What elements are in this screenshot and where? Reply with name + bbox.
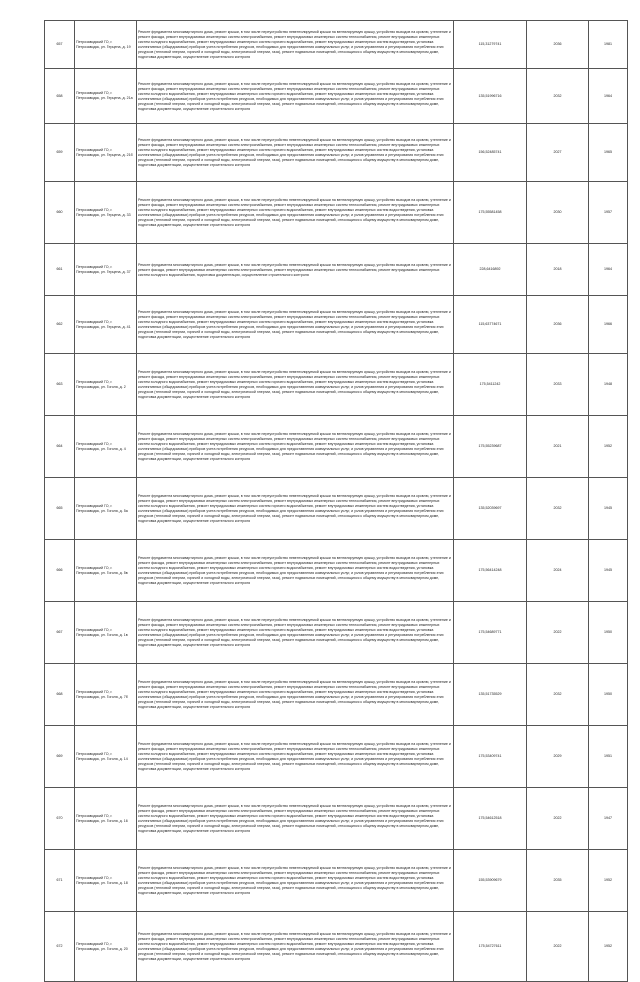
- row-number: 664: [45, 416, 75, 478]
- planned-year-cell: 2032: [527, 478, 589, 540]
- table-row: [45, 69, 628, 124]
- planned-year-cell: 2029: [527, 726, 589, 788]
- address-cell: Петрозаводский ГО, г. Петрозаводск, ул. Герцена, д. 33: [75, 182, 137, 244]
- work-description-cell: [137, 540, 454, 602]
- build-year-cell: 1952: [589, 850, 628, 912]
- address-cell: Петрозаводский ГО, г. Петрозаводск, ул. Гоголя, д. 16: [75, 788, 137, 850]
- address-cell: Петрозаводский ГО, г. Петрозаводск, ул. Герцена, д. 21а: [75, 69, 137, 124]
- table-row: [45, 788, 628, 850]
- table-row: [45, 850, 628, 912]
- table-row: [45, 21, 628, 69]
- address-cell: Петрозаводский ГО, г. Петрозаводск, ул. Гоголя, д. 2: [75, 354, 137, 416]
- work-description-cell: [137, 69, 454, 124]
- cost-cell: 135,52039697: [454, 478, 527, 540]
- work-description-text: Ремонт фундамента многоквартирного дома, ремонт крыши, в том числе переустройство невентилируемой крыши на вентилируемую крышу, устройство выходов на кровлю, утепление и ремонт фасада, ремонт внутридомовых инженерных систем электроснабжения, ремонт внутридомовых инженерных систем теплоснабжения, ремонт внутридомовых инженерных систем холодного водоснабжения, ремонт внутридомовых инженерных систем горячего водоснабжения, ремонт внутридомовых инженерных систем водоотведения, установка коллективных (общедомовых) приборов учета потребления ресурсов, необходимых для предоставления коммунальных услуг, и узлов управления и регулирования потребления этих ресурсов (тепловой энергии, горячей и холодной воды, электрической энергии, газа), ремонт подвальных помещений, относящихся к общему имуществу в многоквартирном доме, подготовка документации, осуществление строительного контроля: [138, 742, 451, 771]
- planned-year-cell: 2022: [527, 788, 589, 850]
- build-year-cell: 1964: [589, 244, 628, 296]
- work-description-cell: [137, 182, 454, 244]
- work-description-text: Ремонт фундамента многоквартирного дома, ремонт крыши, в том числе переустройство невентилируемой крыши на вентилируемую крышу, устройство выходов на кровлю, утепление и ремонт фасада, ремонт внутридомовых инженерных систем электроснабжения, ремонт внутридомовых инженерных систем теплоснабжения, ремонт внутридомовых инженерных систем холодного водоснабжения, ремонт внутридомовых инженерных систем горячего водоснабжения, ремонт внутридомовых инженерных систем водоотведения, установка коллективных (общедомовых) приборов учета потребления ресурсов, необходимых для предоставления коммунальных услуг, и узлов управления и регулирования потребления этих ресурсов (тепловой энергии, горячей и холодной воды, электрической энергии, газа), ремонт подвальных помещений, относящихся к общему имуществу в многоквартирном доме, подготовка документации, осуществление строительного контроля: [138, 680, 451, 709]
- build-year-cell: 1950: [589, 664, 628, 726]
- table-row: [45, 664, 628, 726]
- build-year-cell: 1952: [589, 416, 628, 478]
- work-description-cell: [137, 478, 454, 540]
- row-number: 669: [45, 726, 75, 788]
- cost-cell: 175,53409741: [454, 726, 527, 788]
- cost-cell: 115,31279741: [454, 21, 527, 69]
- build-year-cell: 1952: [589, 912, 628, 982]
- planned-year-cell: 2036: [527, 296, 589, 354]
- table-row: [45, 244, 628, 296]
- work-description-text: Ремонт фундамента многоквартирного дома, ремонт крыши, в том числе переустройство невентилируемой крыши на вентилируемую крышу, устройство выходов на кровлю, утепление и ремонт фасада, ремонт внутридомовых инженерных систем электроснабжения, ремонт внутридомовых инженерных систем теплоснабжения, ремонт внутридомовых инженерных систем холодного водоснабжения, ремонт внутридомовых инженерных систем горячего водоснабжения, ремонт внутридомовых инженерных систем водоотведения, установка коллективных (общедомовых) приборов учета потребления ресурсов, необходимых для предоставления коммунальных услуг, и узлов управления и регулирования потребления этих ресурсов (тепловой энергии, горячей и холодной воды, электрической энергии, газа), ремонт подвальных помещений, относящихся к общему имуществу в многоквартирном доме, подготовка документации, осуществление строительного контроля: [138, 494, 451, 523]
- cost-cell: 175,56414248: [454, 540, 527, 602]
- address-cell: Петрозаводский ГО, г. Петрозаводск, ул. Гоголя, д. 20: [75, 912, 137, 982]
- work-description-cell: [137, 912, 454, 982]
- row-number: 668: [45, 664, 75, 726]
- work-description-text: Ремонт фундамента многоквартирного дома, ремонт крыши, в том числе переустройство невентилируемой крыши на вентилируемую крышу, устройство выходов на кровлю, утепление и ремонт фасада, ремонт внутридомовых инженерных систем электроснабжения, ремонт внутридомовых инженерных систем теплоснабжения, ремонт внутридомовых инженерных систем холодного водоснабжения, ремонт внутридомовых инженерных систем горячего водоснабжения, ремонт внутридомовых инженерных систем водоотведения, установка коллективных (общедомовых) приборов учета потребления ресурсов, необходимых для предоставления коммунальных услуг, и узлов управления и регулирования потребления этих ресурсов (тепловой энергии, горячей и холодной воды, электрической энергии, газа), ремонт подвальных помещений, относящихся к общему имуществу в многоквартирном доме, подготовка документации, осуществление строительного контроля: [138, 30, 451, 59]
- address-cell: Петрозаводский ГО, г. Петрозаводск, ул. Герцена, д. 37: [75, 244, 137, 296]
- work-description-text: Ремонт фундамента многоквартирного дома, ремонт крыши, в том числе переустройство невентилируемой крыши на вентилируемую крышу, устройство выходов на кровлю, утепление и ремонт фасада, ремонт внутридомовых инженерных систем электроснабжения, ремонт внутридомовых инженерных систем теплоснабжения, ремонт внутридомовых инженерных систем холодного водоснабжения, ремонт внутридомовых инженерных систем горячего водоснабжения, ремонт внутридомовых инженерных систем водоотведения, установка коллективных (общедомовых) приборов учета потребления ресурсов, необходимых для предоставления коммунальных услуг, и узлов управления и регулирования потребления этих ресурсов (тепловой энергии, горячей и холодной воды, электрической энергии, газа), ремонт подвальных помещений, относящихся к общему имуществу в многоквартирном доме, подготовка документации, осуществление строительного контроля: [138, 866, 451, 895]
- cost-cell: 155,53909679: [454, 850, 527, 912]
- table-row: [45, 296, 628, 354]
- row-number: 662: [45, 296, 75, 354]
- capital-repair-table: [44, 20, 628, 982]
- table-row: [45, 478, 628, 540]
- planned-year-cell: 2018: [527, 244, 589, 296]
- work-description-text: Ремонт фундамента многоквартирного дома, ремонт крыши, в том числе переустройство невентилируемой крыши на вентилируемую крышу, устройство выходов на кровлю, утепление и ремонт фасада, ремонт внутридомовых инженерных систем электроснабжения, ремонт внутридомовых инженерных систем теплоснабжения, ремонт внутридомовых инженерных систем холодного водоснабжения, ремонт внутридомовых инженерных систем горячего водоснабжения, ремонт внутридомовых инженерных систем водоотведения, установка коллективных (общедомовых) приборов учета потребления ресурсов, необходимых для предоставления коммунальных услуг, и узлов управления и регулирования потребления этих ресурсов (тепловой энергии, горячей и холодной воды, электрической энергии, газа), ремонт подвальных помещений, относящихся к общему имуществу в многоквартирном доме, подготовка документации, осуществление строительного контроля: [138, 310, 451, 339]
- row-number: 658: [45, 69, 75, 124]
- work-description-cell: [137, 244, 454, 296]
- table-row: [45, 602, 628, 664]
- address-cell: Петрозаводский ГО, г. Петрозаводск, ул. Герцена, д. 21б: [75, 124, 137, 182]
- work-description-cell: [137, 664, 454, 726]
- table-row: [45, 354, 628, 416]
- build-year-cell: 1957: [589, 182, 628, 244]
- cost-cell: 175,5411242: [454, 354, 527, 416]
- table-row: [45, 912, 628, 982]
- address-cell: Петрозаводский ГО, г. Петрозаводск, ул. Гоголя, д. 14: [75, 726, 137, 788]
- planned-year-cell: 2022: [527, 602, 589, 664]
- work-description-cell: [137, 296, 454, 354]
- build-year-cell: 1950: [589, 602, 628, 664]
- planned-year-cell: 2027: [527, 124, 589, 182]
- table-row: [45, 540, 628, 602]
- row-number: 659: [45, 124, 75, 182]
- row-number: 671: [45, 850, 75, 912]
- planned-year-cell: 2022: [527, 912, 589, 982]
- row-number: 666: [45, 540, 75, 602]
- planned-year-cell: 2024: [527, 540, 589, 602]
- work-description-cell: [137, 354, 454, 416]
- work-description-cell: [137, 850, 454, 912]
- row-number: 661: [45, 244, 75, 296]
- work-description-text: Ремонт фундамента многоквартирного дома, ремонт крыши, в том числе переустройство невентилируемой крыши на вентилируемую крышу, устройство выходов на кровлю, утепление и ремонт фасада, ремонт внутридомовых инженерных систем электроснабжения, ремонт внутридомовых инженерных систем теплоснабжения, ремонт внутридомовых инженерных систем холодного водоснабжения, ремонт внутридомовых инженерных систем горячего водоснабжения, ремонт внутридомовых инженерных систем водоотведения, установка коллективных (общедомовых) приборов учета потребления ресурсов, необходимых для предоставления коммунальных услуг, и узлов управления и регулирования потребления этих ресурсов (тепловой энергии, горячей и холодной воды, электрической энергии, газа), ремонт подвальных помещений, относящихся к общему имуществу в многоквартирном доме, подготовка документации, осуществление строительного контроля: [138, 138, 451, 167]
- cost-cell: 135,51735529: [454, 664, 527, 726]
- work-description-text: Ремонт фундамента многоквартирного дома, ремонт крыши, в том числе переустройство невентилируемой крыши на вентилируемую крышу, устройство выходов на кровлю, утепление и ремонт фасада, ремонт внутридомовых инженерных систем электроснабжения, ремонт внутридомовых инженерных систем теплоснабжения, ремонт внутридомовых инженерных систем холодного водоснабжения, ремонт внутридомовых инженерных систем горячего водоснабжения, ремонт внутридомовых инженерных систем водоотведения, установка коллективных (общедомовых) приборов учета потребления ресурсов, необходимых для предоставления коммунальных услуг, и узлов управления и регулирования потребления этих ресурсов (тепловой энергии, горячей и холодной воды, электрической энергии, газа), ремонт подвальных помещений, относящихся к общему имуществу в многоквартирном доме, подготовка документации, осуществление строительного контроля: [138, 618, 451, 647]
- row-number: 665: [45, 478, 75, 540]
- work-description-cell: [137, 21, 454, 69]
- address-cell: Петрозаводский ГО, г. Петрозаводск, ул. Гоголя, д. 5в: [75, 540, 137, 602]
- address-cell: Петрозаводский ГО, г. Петрозаводск, ул. Гоголя, д. 7б: [75, 664, 137, 726]
- cost-cell: 175,55239687: [454, 416, 527, 478]
- row-number: 663: [45, 354, 75, 416]
- cost-cell: 228,6416892: [454, 244, 527, 296]
- work-description-cell: [137, 416, 454, 478]
- cost-cell: 175,55581458: [454, 182, 527, 244]
- build-year-cell: 1965: [589, 124, 628, 182]
- table-row: [45, 726, 628, 788]
- planned-year-cell: 2033: [527, 354, 589, 416]
- build-year-cell: 1951: [589, 726, 628, 788]
- build-year-cell: 1964: [589, 69, 628, 124]
- build-year-cell: 1981: [589, 21, 628, 69]
- address-cell: Петрозаводский ГО, г. Петрозаводск, ул. Гоголя, д. 5а: [75, 478, 137, 540]
- table-row: [45, 416, 628, 478]
- table-row: [45, 182, 628, 244]
- planned-year-cell: 2030: [527, 182, 589, 244]
- address-cell: Петрозаводский ГО, г. Петрозаводск, ул. Герцена, д. 41: [75, 296, 137, 354]
- work-description-text: Ремонт фундамента многоквартирного дома, ремонт крыши, в том числе переустройство невентилируемой крыши на вентилируемую крышу, устройство выходов на кровлю, утепление и ремонт фасада, ремонт внутридомовых инженерных систем электроснабжения, ремонт внутридомовых инженерных систем теплоснабжения, ремонт внутридомовых инженерных систем холодного водоснабжения, ремонт внутридомовых инженерных систем горячего водоснабжения, ремонт внутридомовых инженерных систем водоотведения, установка коллективных (общедомовых) приборов учета потребления ресурсов, необходимых для предоставления коммунальных услуг, и узлов управления и регулирования потребления этих ресурсов (тепловой энергии, горячей и холодной воды, электрической энергии, газа), ремонт подвальных помещений, относящихся к общему имуществу в многоквартирном доме, подготовка документации, осуществление строительного контроля: [138, 804, 451, 833]
- build-year-cell: 1966: [589, 296, 628, 354]
- build-year-cell: 1947: [589, 788, 628, 850]
- build-year-cell: 1945: [589, 540, 628, 602]
- work-description-text: Ремонт фундамента многоквартирного дома, ремонт крыши, в том числе переустройство невентилируемой крыши на вентилируемую крышу, устройство выходов на кровлю, утепление и ремонт фасада, ремонт внутридомовых инженерных систем электроснабжения, ремонт внутридомовых инженерных систем теплоснабжения, ремонт внутридомовых инженерных систем холодного водоснабжения, ремонт внутридомовых инженерных систем горячего водоснабжения, ремонт внутридомовых инженерных систем водоотведения, установка коллективных (общедомовых) приборов учета потребления ресурсов, необходимых для предоставления коммунальных услуг, и узлов управления и регулирования потребления этих ресурсов (тепловой энергии, горячей и холодной воды, электрической энергии, газа), ремонт подвальных помещений, относящихся к общему имуществу в многоквартирном доме, подготовка документации, осуществление строительного контроля: [138, 198, 451, 227]
- build-year-cell: 1945: [589, 478, 628, 540]
- planned-year-cell: 2032: [527, 664, 589, 726]
- planned-year-cell: 2035: [527, 850, 589, 912]
- address-cell: Петрозаводский ГО, г. Петрозаводск, ул. Герцена, д. 19: [75, 21, 137, 69]
- work-description-text: Ремонт фундамента многоквартирного дома, ремонт крыши, в том числе переустройство невентилируемой крыши на вентилируемую крышу, устройство выходов на кровлю, утепление и ремонт фасада, ремонт внутридомовых инженерных систем электроснабжения, ремонт внутридомовых инженерных систем теплоснабжения, ремонт внутридомовых инженерных систем холодного водоснабжения, ремонт внутридомовых инженерных систем горячего водоснабжения, ремонт внутридомовых инженерных систем водоотведения, установка коллективных (общедомовых) приборов учета потребления ресурсов, необходимых для предоставления коммунальных услуг, и узлов управления и регулирования потребления этих ресурсов (тепловой энергии, горячей и холодной воды, электрической энергии, газа), ремонт подвальных помещений, относящихся к общему имуществу в многоквартирном доме, подготовка документации, осуществление строительного контроля: [138, 81, 451, 111]
- work-description-cell: [137, 788, 454, 850]
- row-number: 657: [45, 21, 75, 69]
- table-body: [45, 21, 628, 982]
- row-number: 672: [45, 912, 75, 982]
- work-description-cell: [137, 726, 454, 788]
- cost-cell: 175,54689771: [454, 602, 527, 664]
- row-number: 660: [45, 182, 75, 244]
- cost-cell: 135,51996716: [454, 69, 527, 124]
- cost-cell: 175,54727611: [454, 912, 527, 982]
- work-description-text: Ремонт фундамента многоквартирного дома, ремонт крыши, в том числе переустройство невентилируемой крыши на вентилируемую крышу, устройство выходов на кровлю, утепление и ремонт фасада, ремонт внутридомовых инженерных систем электроснабжения, ремонт внутридомовых инженерных систем теплоснабжения, ремонт внутридомовых инженерных систем холодного водоснабжения, подготовка документации, осуществление строительного контроля: [138, 262, 451, 277]
- planned-year-cell: 2032: [527, 69, 589, 124]
- table-row: [45, 124, 628, 182]
- row-number: 667: [45, 602, 75, 664]
- cost-cell: 115,63774671: [454, 296, 527, 354]
- build-year-cell: 1948: [589, 354, 628, 416]
- work-description-text: Ремонт фундамента многоквартирного дома, ремонт крыши, в том числе переустройство невентилируемой крыши на вентилируемую крышу, устройство выходов на кровлю, утепление и ремонт фасада, ремонт внутридомовых инженерных систем электроснабжения, ремонт внутридомовых инженерных систем теплоснабжения, ремонт внутридомовых инженерных систем холодного водоснабжения, ремонт внутридомовых инженерных систем горячего водоснабжения, ремонт внутридомовых инженерных систем водоотведения, установка коллективных (общедомовых) приборов учета потребления ресурсов, необходимых для предоставления коммунальных услуг, и узлов управления и регулирования потребления этих ресурсов (тепловой энергии, горячей и холодной воды, электрической энергии, газа), ремонт подвальных помещений, относящихся к общему имуществу в многоквартирном доме, подготовка документации, осуществление строительного контроля: [138, 370, 451, 399]
- row-number: 670: [45, 788, 75, 850]
- planned-year-cell: 2021: [527, 416, 589, 478]
- address-cell: Петрозаводский ГО, г. Петрозаводск, ул. Гоголя, д. 1в: [75, 602, 137, 664]
- work-description-text: Ремонт фундамента многоквартирного дома, ремонт крыши, в том числе переустройство невентилируемой крыши на вентилируемую крышу, устройство выходов на кровлю, утепление и ремонт фасада, ремонт внутридомовых инженерных систем электроснабжения, ремонт внутридомовых инженерных систем теплоснабжения, ремонт внутридомовых инженерных систем холодного водоснабжения, ремонт внутридомовых инженерных систем горячего водоснабжения, ремонт внутридомовых инженерных систем водоотведения, установка коллективных (общедомовых) приборов учета потребления ресурсов, необходимых для предоставления коммунальных услуг, и узлов управления и регулирования потребления этих ресурсов (тепловой энергии, горячей и холодной воды, электрической энергии, газа), ремонт подвальных помещений, относящихся к общему имуществу в многоквартирном доме, подготовка документации, осуществление строительного контроля: [138, 556, 451, 585]
- address-cell: Петрозаводский ГО, г. Петрозаводск, ул. Гоголя, д. 4: [75, 416, 137, 478]
- work-description-text: Ремонт фундамента многоквартирного дома, ремонт крыши, в том числе переустройство невентилируемой крыши на вентилируемую крышу, устройство выходов на кровлю, утепление и ремонт фасада, ремонт внутридомовых инженерных систем электроснабжения, ремонт внутридомовых инженерных систем теплоснабжения, ремонт внутридомовых инженерных систем холодного водоснабжения, ремонт внутридомовых инженерных систем горячего водоснабжения, ремонт внутридомовых инженерных систем водоотведения, установка коллективных (общедомовых) приборов учета потребления ресурсов, необходимых для предоставления коммунальных услуг, и узлов управления и регулирования потребления этих ресурсов (тепловой энергии, горячей и холодной воды, электрической энергии, газа), ремонт подвальных помещений, относящихся к общему имуществу в многоквартирном доме, подготовка документации, осуществление строительного контроля: [138, 932, 451, 961]
- cost-cell: 156,52485741: [454, 124, 527, 182]
- address-cell: Петрозаводский ГО, г. Петрозаводск, ул. Гоголя, д. 18: [75, 850, 137, 912]
- work-description-text: Ремонт фундамента многоквартирного дома, ремонт крыши, в том числе переустройство невентилируемой крыши на вентилируемую крышу, устройство выходов на кровлю, утепление и ремонт фасада, ремонт внутридомовых инженерных систем электроснабжения, ремонт внутридомовых инженерных систем теплоснабжения, ремонт внутридомовых инженерных систем холодного водоснабжения, ремонт внутридомовых инженерных систем горячего водоснабжения, ремонт внутридомовых инженерных систем водоотведения, установка коллективных (общедомовых) приборов учета потребления ресурсов, необходимых для предоставления коммунальных услуг, и узлов управления и регулирования потребления этих ресурсов (тепловой энергии, горячей и холодной воды, электрической энергии, газа), ремонт подвальных помещений, относящихся к общему имуществу в многоквартирном доме, подготовка документации, осуществление строительного контроля: [138, 432, 451, 461]
- work-description-cell: [137, 602, 454, 664]
- cost-cell: 175,54612518: [454, 788, 527, 850]
- work-description-cell: [137, 124, 454, 182]
- planned-year-cell: 2036: [527, 21, 589, 69]
